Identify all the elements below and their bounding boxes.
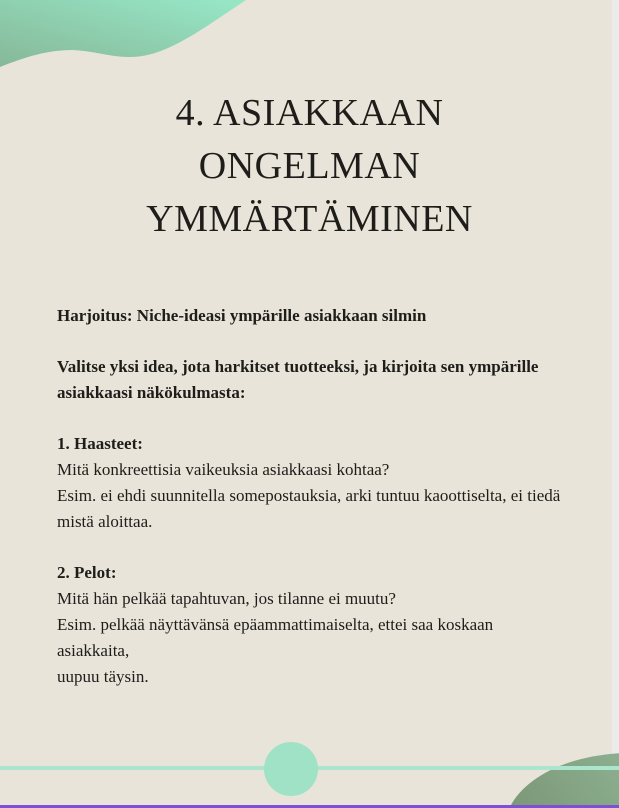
exercise-heading: Harjoitus: Niche-ideasi ympärille asiakkaan silmin [57, 306, 427, 325]
section-challenges [57, 431, 569, 535]
top-left-wave-shape [0, 0, 250, 72]
section-fears [57, 560, 569, 690]
worksheet-body [57, 303, 569, 715]
section-heading: 1. Haasteet: [57, 434, 143, 453]
section-heading: 2. Pelot: [57, 563, 117, 582]
page-title: 4. ASIAKKAAN ONGELMAN YMMÄRTÄMINEN [146, 92, 473, 240]
instruction-text: Valitse yksi idea, jota harkitset tuotteeksi, ja kirjoita sen ympärille asiakkaasi näkökulmasta: [57, 357, 539, 402]
bottom-right-ellipse-shape [505, 753, 619, 808]
section-body: Mitä konkreettisia vaikeuksia asiakkaasi kohtaa? Esim. ei ehdi suunnitella somepostauksia, arki tuntuu kaoottiselta, ei tiedä mistä aloittaa. [57, 460, 561, 531]
decorative-circle [264, 742, 318, 796]
section-body: Mitä hän pelkää tapahtuvan, jos tilanne ei muutu? Esim. pelkää näyttävänsä epäammattimaiselta, ettei saa koskaan asiakkaita, uupuu täysin. [57, 589, 494, 686]
